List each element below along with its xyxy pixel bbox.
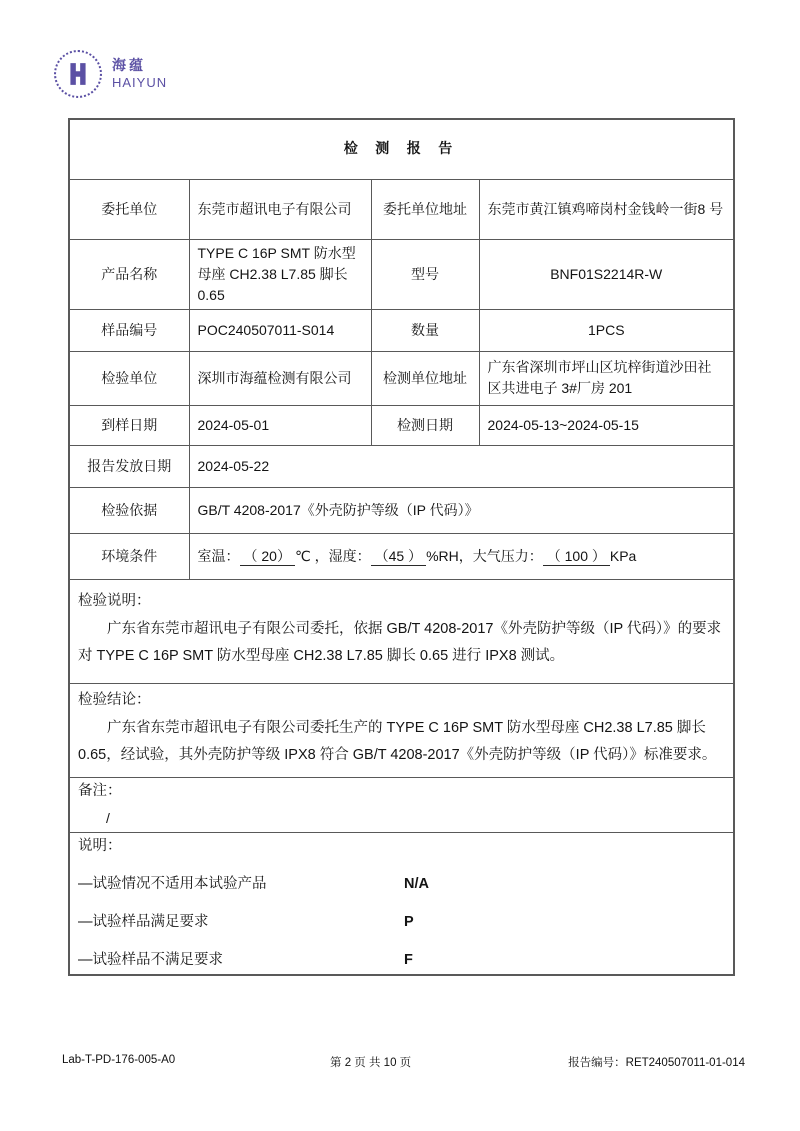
report-title: 检 测 报 告 — [69, 119, 734, 179]
legend-item-p-code: P — [404, 913, 414, 930]
remark-value: / — [106, 810, 110, 827]
value-test-date: 2024-05-13~2024-05-15 — [479, 405, 734, 445]
footer-report-no-label: 报告编号： — [568, 1057, 626, 1069]
footer-report-no-value: RET240507011-01-014 — [625, 1057, 745, 1069]
value-test-unit: 深圳市海蕴检测有限公司 — [189, 351, 371, 405]
row-legend — [69, 833, 734, 976]
legend-item-f-text: —试验样品不满足要求 — [78, 951, 223, 968]
conclusion-heading: 检验结论： — [78, 692, 151, 709]
legend-item-f-code: F — [404, 951, 413, 968]
description-heading: 检验说明： — [78, 593, 151, 610]
logo-text — [112, 57, 167, 91]
conclusion-body: 广东省东莞市超讯电子有限公司委托生产的 TYPE C 16P SMT 防水型母座 CH2.38 L7.85 脚长 0.65，经试验，其外壳防护等级 IPX8 符合 GB/T 4208-2017《外壳防护等级（IP 代码）》标准要求。 — [78, 719, 717, 764]
legend-item-f — [78, 950, 725, 972]
report-table — [68, 118, 735, 976]
description-body: 广东省东莞市超讯电子有限公司委托，依据 GB/T 4208-2017《外壳防护等级（IP 代码）》的要求对 TYPE C 16P SMT 防水型母座 CH2.38 L7.85 脚长 0.65 进行 IPX8 测试。 — [78, 620, 722, 665]
value-quantity: 1PCS — [479, 309, 734, 351]
footer-report-no — [568, 1054, 745, 1070]
row-dates — [69, 405, 734, 445]
label-test-unit-address: 检测单位地址 — [371, 351, 479, 405]
value-model: BNF01S2214R-W — [479, 239, 734, 309]
section-description — [69, 579, 734, 683]
label-environment: 环境条件 — [69, 533, 189, 579]
legend-item-na-text: —试验情况不适用本试验产品 — [78, 876, 267, 892]
row-consignor — [69, 179, 734, 239]
label-quantity: 数量 — [371, 309, 479, 351]
row-description — [69, 579, 734, 683]
haiyun-logo — [54, 50, 167, 98]
logo-name-cn: 海蕴 — [112, 57, 146, 74]
label-consignor-address: 委托单位地址 — [371, 179, 479, 239]
value-environment — [189, 533, 734, 579]
section-legend — [69, 833, 734, 976]
env-pressure-label: %RH，大气压力： — [426, 547, 543, 564]
footer-page-info: 第 2 页 共 10 页 — [330, 1057, 412, 1069]
row-sample-no — [69, 309, 734, 351]
label-consignor: 委托单位 — [69, 179, 189, 239]
legend-item-p — [78, 912, 725, 934]
value-basis: GB/T 4208-2017《外壳防护等级（IP 代码）》 — [189, 487, 734, 533]
label-test-date: 检测日期 — [371, 405, 479, 445]
row-basis — [69, 487, 734, 533]
env-temp-value: （ 20） — [240, 548, 295, 567]
label-issue-date: 报告发放日期 — [69, 445, 189, 487]
legend-item-na — [78, 874, 725, 896]
env-pressure-value: （ 100 ） — [543, 548, 610, 567]
row-remark — [69, 777, 734, 833]
page-footer — [0, 1054, 800, 1074]
section-remark — [69, 777, 734, 833]
legend-item-na-code: N/A — [404, 876, 429, 892]
value-sample-no: POC240507011-S014 — [189, 309, 371, 351]
label-product-name: 产品名称 — [69, 239, 189, 309]
legend-item-p-text: —试验样品满足要求 — [78, 913, 209, 930]
row-issue-date — [69, 445, 734, 487]
label-model: 型号 — [371, 239, 479, 309]
haiyun-logo-icon — [54, 50, 102, 98]
row-environment — [69, 533, 734, 579]
env-humidity-value: （45 ） — [371, 548, 426, 567]
footer-doc-code: Lab-T-PD-176-005-A0 — [62, 1054, 176, 1066]
value-sample-date: 2024-05-01 — [189, 405, 371, 445]
env-pressure-unit: KPa — [609, 547, 637, 564]
logo-name-en: HAIYUN — [112, 74, 168, 90]
label-sample-no: 样品编号 — [69, 309, 189, 351]
value-consignor-address: 东莞市黄江镇鸡啼岗村金钱岭一街8 号 — [479, 179, 734, 239]
value-issue-date: 2024-05-22 — [189, 445, 734, 487]
value-test-unit-address: 广东省深圳市坪山区坑梓街道沙田社区共进电子 3#厂房 201 — [479, 351, 734, 405]
row-test-unit — [69, 351, 734, 405]
value-consignor: 东莞市超讯电子有限公司 — [189, 179, 371, 239]
title-row — [69, 119, 734, 179]
label-sample-date: 到样日期 — [69, 405, 189, 445]
row-product — [69, 239, 734, 309]
h-monogram-icon — [65, 61, 91, 87]
env-temp-label: 室温： — [197, 547, 240, 564]
label-basis: 检验依据 — [69, 487, 189, 533]
value-product-name: TYPE C 16P SMT 防水型母座 CH2.38 L7.85 脚长 0.65 — [189, 239, 371, 309]
label-test-unit: 检验单位 — [69, 351, 189, 405]
row-conclusion — [69, 683, 734, 777]
legend-heading: 说明： — [78, 838, 122, 855]
env-humidity-label: ℃ ，湿度： — [294, 547, 371, 564]
remark-heading: 备注： — [78, 782, 122, 799]
section-conclusion — [69, 683, 734, 777]
